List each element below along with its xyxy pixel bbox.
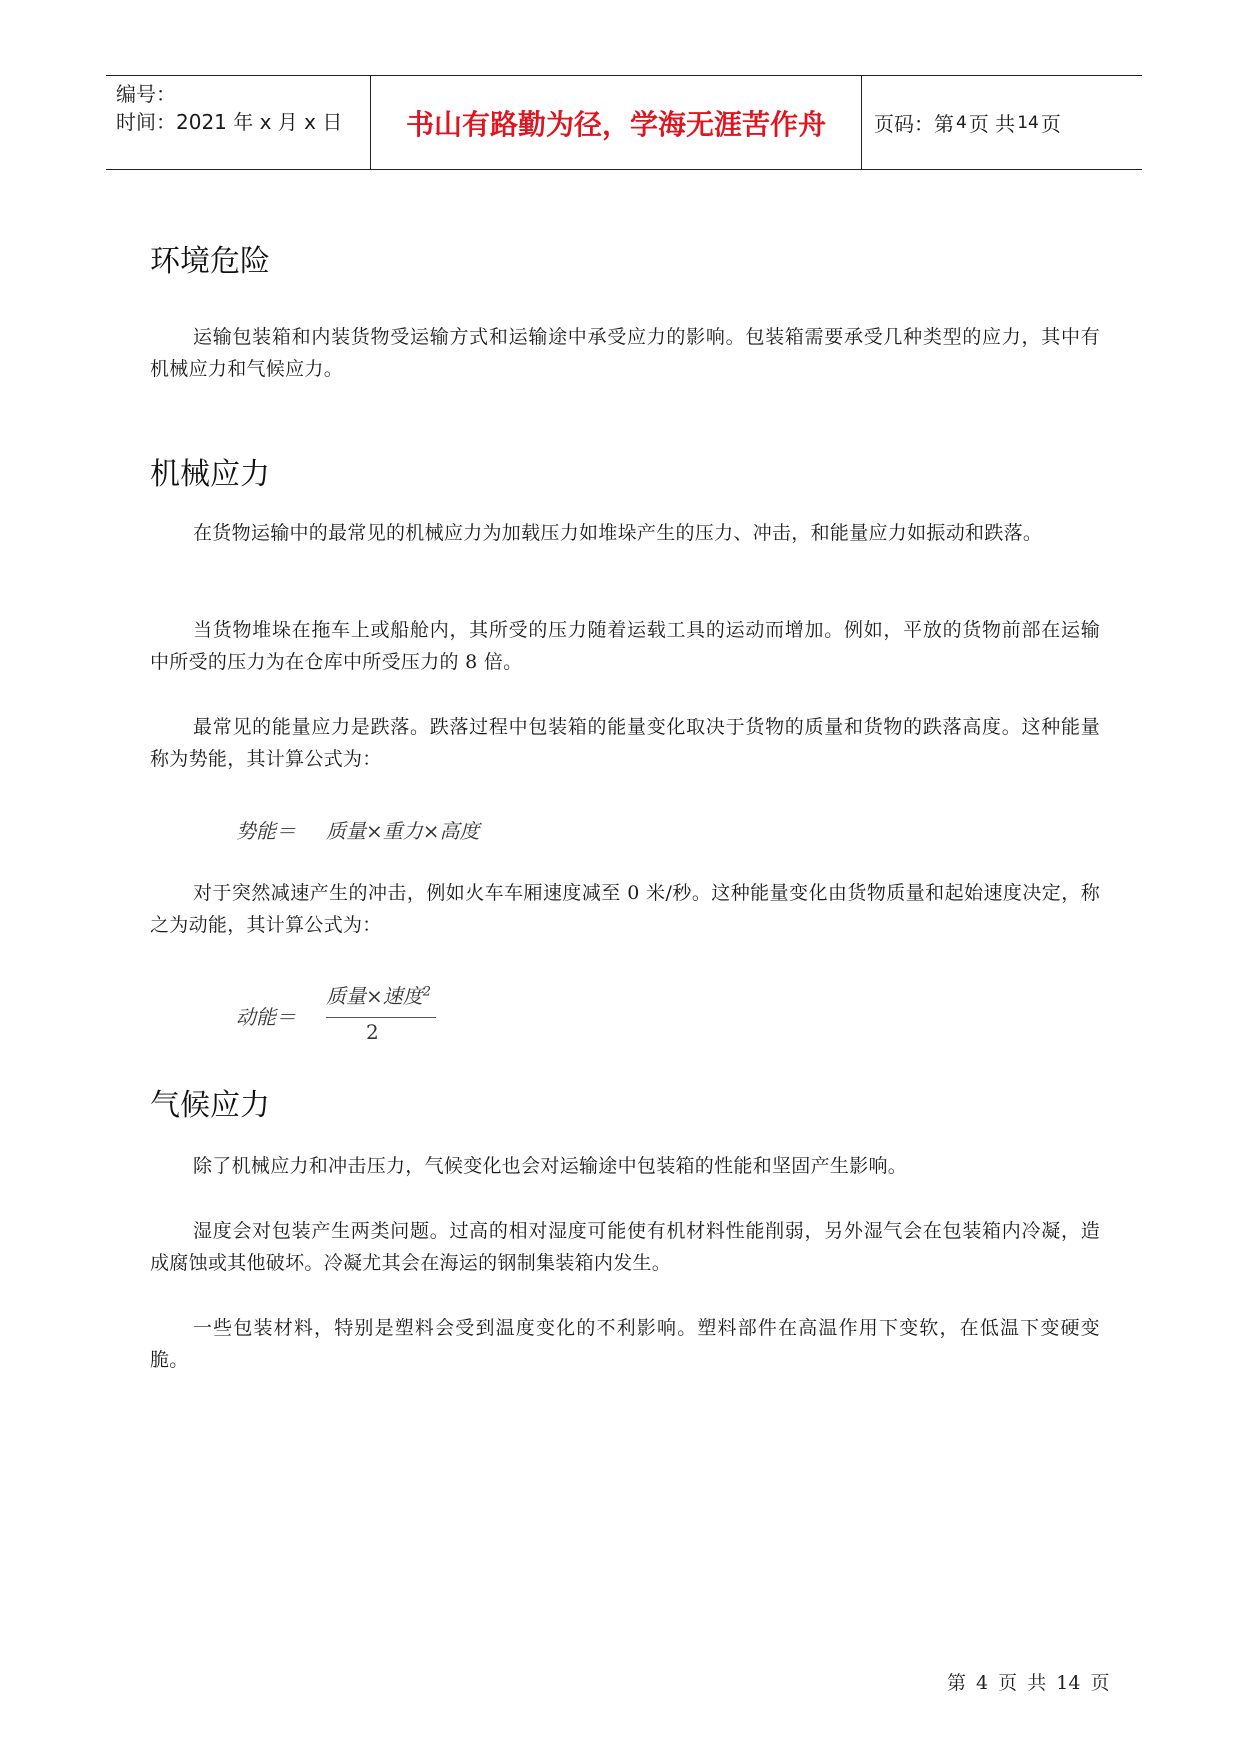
page-footer: 第 4 页 共 14 页 bbox=[947, 1672, 1110, 1694]
paragraph-mech-4: 对于突然减速产生的冲击，例如火车车厢速度减至 0 米/秒。这种能量变化由货物质量和起始速度决定，称之为动能，其计算公式为： bbox=[150, 882, 1100, 936]
formula-kinetic-left: 动能＝ bbox=[236, 1005, 296, 1029]
formula-kinetic-denominator: 2 bbox=[366, 1020, 379, 1044]
header-motto: 书山有路勤为径，学海无涯苦作舟 bbox=[371, 76, 862, 169]
paragraph-mech-3: 最常见的能量应力是跌落。跌落过程中包装箱的能量变化取决于货物的质量和货物的跌落高度。这种能量称为势能，其计算公式为： bbox=[150, 716, 1100, 770]
heading-mechanical: 机械应力 bbox=[150, 457, 270, 492]
page-total: 14 bbox=[1017, 112, 1039, 133]
paragraph-mech-1: 在货物运输中的最常见的机械应力为加载压力如堆垛产生的压力、冲击，和能量应力如振动和跌落。 bbox=[193, 522, 1043, 544]
heading-climate: 气候应力 bbox=[150, 1088, 270, 1123]
kinetic-numerator-text: 质量×速度 bbox=[326, 984, 423, 1008]
paragraph-climate-1: 除了机械应力和冲击压力，气候变化也会对运输途中包装箱的性能和坚固产生影响。 bbox=[193, 1155, 908, 1177]
formula-potential-right: 质量×重力×高度 bbox=[326, 819, 480, 843]
doc-number-label: 编号： bbox=[116, 82, 176, 106]
page-mid: 页 共 bbox=[968, 112, 1016, 136]
doc-date: 时间：2021 年 x 月 x 日 bbox=[116, 110, 343, 134]
heading-environment: 环境危险 bbox=[150, 244, 270, 279]
paragraph-env-1: 运输包装箱和内装货物受运输方式和运输途中承受应力的影响。包装箱需要承受几种类型的应力，其中有机械应力和气候应力。 bbox=[150, 326, 1100, 380]
fraction-bar bbox=[326, 1017, 436, 1018]
page-current: 4 bbox=[956, 112, 967, 133]
page-prefix: 页码：第 bbox=[874, 112, 954, 136]
paragraph-mech-2: 当货物堆垛在拖车上或船舱内，其所受的压力随着运载工具的运动而增加。例如，平放的货物前部在运输中所受的压力为在仓库中所受压力的 8 倍。 bbox=[150, 619, 1100, 673]
header-meta bbox=[106, 76, 371, 169]
paragraph-climate-2: 湿度会对包装产生两类问题。过高的相对湿度可能使有机材料性能削弱，另外湿气会在包装箱内冷凝，造成腐蚀或其他破坏。冷凝尤其会在海运的钢制集装箱内发生。 bbox=[150, 1220, 1100, 1274]
page-header bbox=[106, 75, 1142, 170]
formula-potential-left: 势能＝ bbox=[236, 819, 296, 843]
paragraph-climate-3: 一些包装材料，特别是塑料会受到温度变化的不利影响。塑料部件在高温作用下变软，在低温下变硬变脆。 bbox=[150, 1317, 1100, 1371]
kinetic-exponent: 2 bbox=[422, 984, 432, 1000]
formula-kinetic-numerator bbox=[326, 980, 431, 1009]
header-page-info bbox=[862, 76, 1142, 169]
page-suffix: 页 bbox=[1040, 112, 1061, 136]
